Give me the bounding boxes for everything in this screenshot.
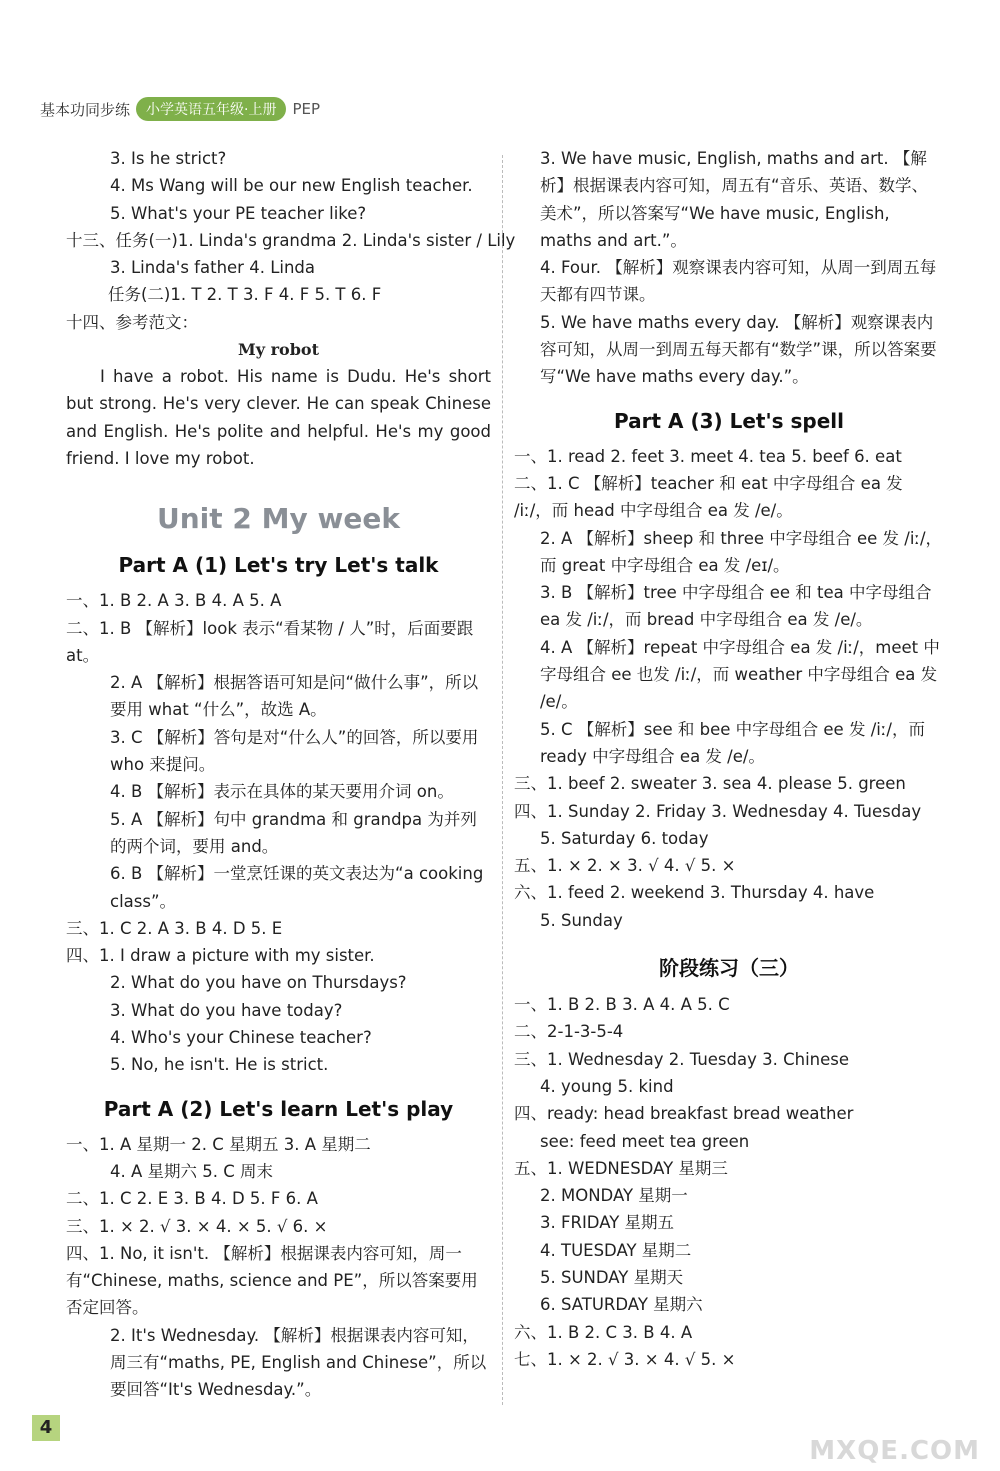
answer-line: 四、ready: head breakfast bread weather <box>514 1104 854 1124</box>
answer-line: 2. It's Wednesday. 【解析】根据课表内容可知，周三有“maths, PE, English and Chinese”，所以要回答“It's Wednesday.”。 <box>110 1325 487 1400</box>
answer-line: 六、1. B 2. C 3. B 4. A <box>514 1322 693 1342</box>
answer-line: 任务(二)1. T 2. T 3. F 4. F 5. T 6. F <box>108 285 382 305</box>
answer-line: 2. What do you have on Thursdays? <box>110 973 407 993</box>
answer-line: 4. A 星期六 5. C 周末 <box>110 1161 274 1181</box>
answer-line: 二、2-1-3-5-4 <box>514 1022 624 1042</box>
answer-line: 5. Sunday <box>540 910 623 930</box>
section-title: 阶段练习（三） <box>659 956 799 981</box>
answer-line: 2. MONDAY 星期一 <box>540 1186 688 1206</box>
answer-line: 五、1. WEDNESDAY 星期三 <box>514 1158 728 1178</box>
answer-line: see: feed meet tea green <box>540 1131 750 1151</box>
answer-line: 2. A 【解析】根据答语可知是问“做什么事”，所以要用 what “什么”，故选 A。 <box>110 673 479 720</box>
answer-line: 三、1. C 2. A 3. B 4. D 5. E <box>66 918 283 938</box>
answer-line: 十四、参考范文： <box>66 312 198 332</box>
answer-line: 4. Four. 【解析】观察课表内容可知，从周一到周五每天都有四节课。 <box>540 258 937 305</box>
unit-title: Unit 2 My week <box>157 502 400 536</box>
answer-line: 4. A 【解析】repeat 中字母组合 ea 发 /iː/，meet 中字母组合 ee 也发 /iː/，而 weather 中字母组合 ea 发 /e/。 <box>540 637 940 712</box>
answer-line: 三、1. × 2. √ 3. × 4. × 5. √ 6. × <box>66 1216 328 1236</box>
answer-line: 5. C 【解析】see 和 bee 中字母组合 ee 发 /iː/，而 ready 中字母组合 ea 发 /e/。 <box>540 719 925 766</box>
answer-line: 四、1. I draw a picture with my sister. <box>66 946 375 966</box>
essay-body: I have a robot. His name is Dudu. He's short but strong. He's very clever. He can speak Chinese and English. He's polite and helpful. He's my good friend. I love my robot. <box>66 367 491 468</box>
answer-line: 5. A 【解析】句中 grandma 和 grandpa 为并列的两个词，要用 and。 <box>110 809 477 856</box>
answer-line: 5. No, he isn't. He is strict. <box>110 1055 329 1075</box>
answer-line: 3. We have music, English, maths and art. 【解析】根据课表内容可知，周五有“音乐、英语、数学、美术”，所以答案写“We have music, English, maths and art.”。 <box>540 149 929 250</box>
column-divider <box>502 155 503 1405</box>
answer-line: 5. SUNDAY 星期天 <box>540 1267 684 1287</box>
answer-line: 一、1. A 星期一 2. C 星期五 3. A 星期二 <box>66 1134 371 1154</box>
answer-line: 4. Who's your Chinese teacher? <box>110 1028 372 1048</box>
watermark: MXQE.COM <box>809 1436 980 1466</box>
answer-line: 一、1. read 2. feet 3. meet 4. tea 5. beef 6. eat <box>514 446 902 466</box>
answer-line: 七、1. × 2. √ 3. × 4. √ 5. × <box>514 1349 736 1369</box>
answer-line: 3. FRIDAY 星期五 <box>540 1213 675 1233</box>
page-header <box>40 96 320 122</box>
section-title: Part A (1) Let's try Let's talk <box>118 553 439 578</box>
answer-line: 十三、任务(一)1. Linda's grandma 2. Linda's sister / Lily <box>66 230 516 250</box>
answer-line: 3. Linda's father 4. Linda <box>110 258 316 278</box>
answer-line: 四、1. Sunday 2. Friday 3. Wednesday 4. Tuesday <box>514 801 922 821</box>
essay-title: My robot <box>238 340 319 360</box>
answer-line: 一、1. B 2. A 3. B 4. A 5. A <box>66 591 282 611</box>
answer-line: 3. What do you have today? <box>110 1000 343 1020</box>
answer-line: 2. A 【解析】sheep 和 three 中字母组合 ee 发 /iː/，而 great 中字母组合 ea 发 /eɪ/。 <box>540 528 943 575</box>
edition-label: PEP <box>292 100 321 118</box>
answer-line: 3. C 【解析】答句是对“什么人”的回答，所以要用 who 来提问。 <box>110 727 479 775</box>
left-column <box>66 145 516 1404</box>
answer-line: 三、1. beef 2. sweater 3. sea 4. please 5. green <box>514 774 906 794</box>
answer-line: 4. TUESDAY 星期二 <box>540 1240 692 1260</box>
answer-line: 6. B 【解析】一堂烹饪课的英文表达为“a cooking class”。 <box>110 864 484 911</box>
answer-line: 5. Saturday 6. today <box>540 828 709 848</box>
answer-line: 二、1. C 2. E 3. B 4. D 5. F 6. A <box>66 1189 318 1209</box>
page-number: 4 <box>32 1415 60 1441</box>
answer-line: 4. B 【解析】表示在具体的某天要用介词 on。 <box>110 782 454 802</box>
grade-badge: 小学英语五年级·上册 <box>136 97 286 121</box>
series-title: 基本功同步练 <box>40 100 131 119</box>
answer-line: 三、1. Wednesday 2. Tuesday 3. Chinese <box>514 1049 850 1069</box>
answer-line: 4. young 5. kind <box>540 1076 674 1096</box>
answer-line: 四、1. No, it isn't. 【解析】根据课表内容可知，周一有“Chinese, maths, science and PE”，所以答案要用否定回答。 <box>66 1243 478 1318</box>
answer-line: 五、1. × 2. × 3. √ 4. √ 5. × <box>514 856 736 876</box>
answer-line: 二、1. B 【解析】look 表示“看某物 / 人”时，后面要跟 at。 <box>66 618 474 665</box>
answer-line: 3. B 【解析】tree 中字母组合 ee 和 tea 中字母组合 ea 发 /iː/，而 bread 中字母组合 ea 发 /e/。 <box>540 583 932 630</box>
answer-line: 3. Is he strict? <box>110 149 227 168</box>
section-title: Part A (2) Let's learn Let's play <box>103 1096 454 1121</box>
answer-line: 二、1. C 【解析】teacher 和 eat 中字母组合 ea 发 /iː/，而 head 中字母组合 ea 发 /e/。 <box>514 473 903 521</box>
answer-line: 六、1. feed 2. weekend 3. Thursday 4. have <box>514 883 875 903</box>
right-column <box>514 145 944 1373</box>
answer-line: 5. We have maths every day. 【解析】观察课表内容可知，从周一到周五每天都有“数学”课，所以答案要写“We have maths every day.”。 <box>540 312 937 387</box>
section-title: Part A (3) Let's spell <box>614 408 844 433</box>
answer-line: 5. What's your PE teacher like? <box>110 203 367 223</box>
answer-line: 4. Ms Wang will be our new English teacher. <box>110 176 473 196</box>
answer-line: 6. SATURDAY 星期六 <box>540 1295 703 1315</box>
answer-line: 一、1. B 2. B 3. A 4. A 5. C <box>514 995 730 1015</box>
